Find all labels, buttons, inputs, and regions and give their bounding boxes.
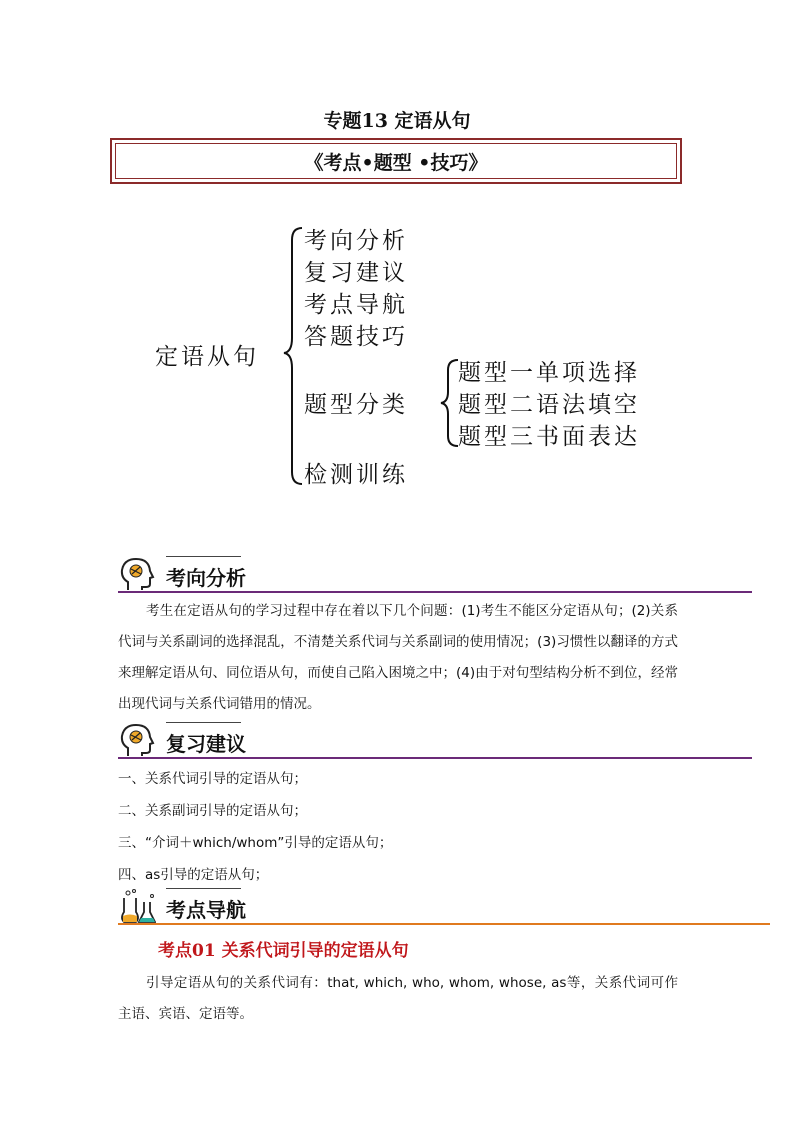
- section-label: 复习建议: [166, 732, 246, 756]
- branch-6: 检测训练: [304, 462, 408, 488]
- branch-4: 答题技巧: [304, 324, 408, 350]
- branch-5: 题型分类: [304, 392, 408, 418]
- advice-item-4: 四、as引导的定语从句；: [118, 867, 269, 883]
- page-title: 专题13 定语从句: [323, 110, 471, 132]
- section-top-line: [166, 556, 241, 557]
- section-label: 考点导航: [166, 898, 246, 922]
- banner-text: 《考点•题型 •技巧》: [115, 143, 677, 179]
- advice-item-2: 二、关系副词引导的定语从句；: [118, 803, 307, 819]
- guide-paragraph: 引导定语从句的关系代词有：that, which, who, whom, whose, as等，关系代词可作主语、宾语、定语等。: [118, 975, 678, 1022]
- flask-icon: [118, 888, 156, 926]
- section-rule: [118, 923, 770, 925]
- mindmap-root: 定语从句: [155, 344, 259, 370]
- sub-brace: [441, 360, 458, 446]
- advice-item-3: 三、“介词＋which/whom”引导的定语从句；: [118, 835, 393, 851]
- sub-branch-2: 题型二语法填空: [458, 392, 640, 418]
- section-top-line: [166, 722, 241, 723]
- sub-branch-3: 题型三书面表达: [458, 424, 640, 450]
- head-brain-icon: [118, 722, 156, 760]
- branch-1: 考向分析: [304, 228, 408, 254]
- sub-branch-1: 题型一单项选择: [458, 360, 640, 386]
- point-title: 考点01 关系代词引导的定语从句: [158, 941, 409, 961]
- analysis-paragraph: 考生在定语从句的学习过程中存在着以下几个问题：(1)考生不能区分定语从句；(2)关系代词与关系副词的选择混乱，不清楚关系代词与关系副词的使用情况；(3)习惯性以翻译的方式来理解定语从句、同位语从句，而使自己陷入困境之中；(4)由于对句型结构分析不到位，经常出现代词与关系代词错用的情况。: [118, 603, 678, 712]
- section-rule: [118, 591, 752, 593]
- branch-3: 考点导航: [304, 292, 408, 318]
- section-rule: [118, 757, 752, 759]
- main-brace: [284, 228, 302, 484]
- advice-item-1: 一、关系代词引导的定语从句；: [118, 771, 307, 787]
- branch-2: 复习建议: [304, 260, 408, 286]
- section-top-line: [166, 888, 241, 889]
- head-brain-icon: [118, 556, 156, 594]
- section-label: 考向分析: [166, 566, 246, 590]
